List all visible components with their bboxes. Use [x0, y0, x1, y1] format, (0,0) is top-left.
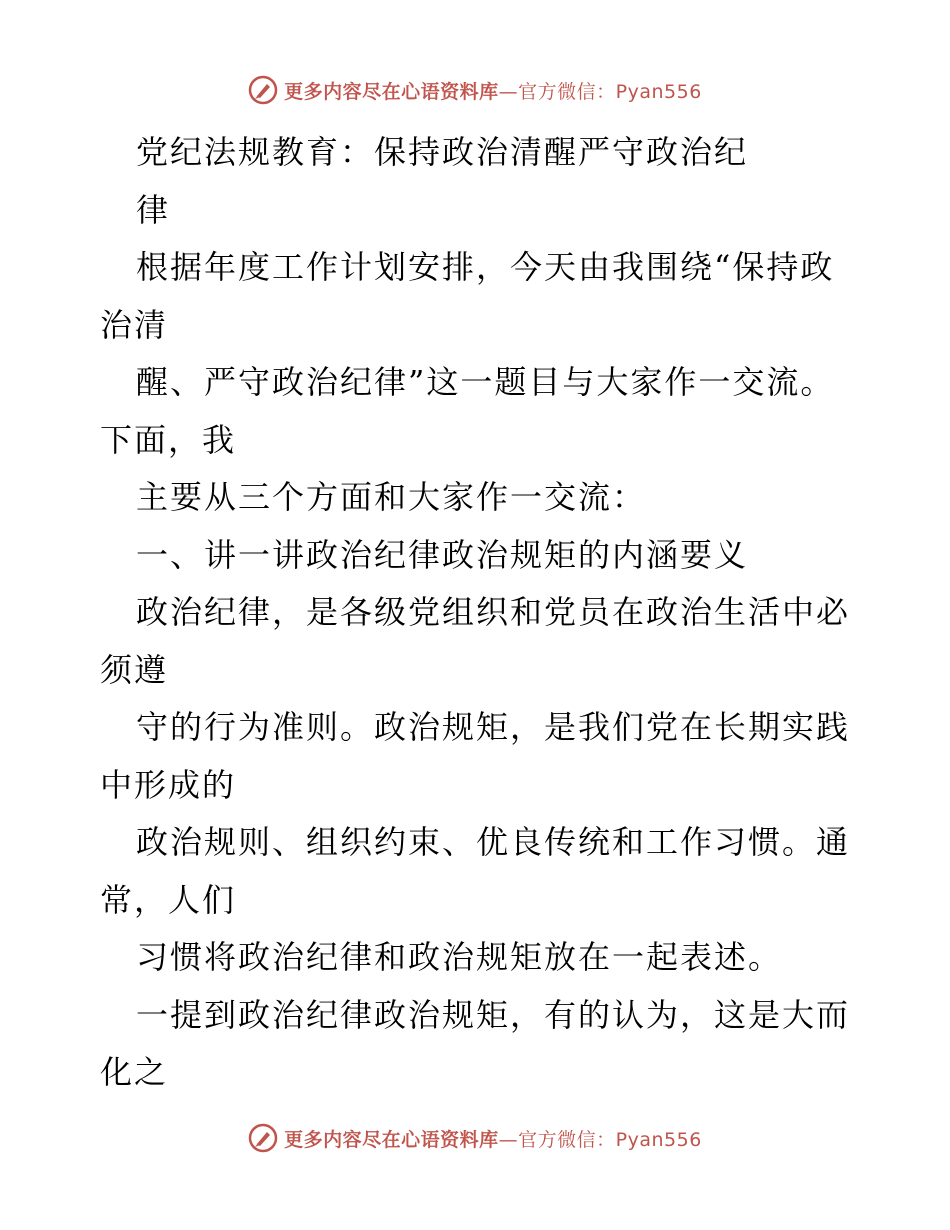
pen-nib-logo-icon — [248, 75, 278, 105]
paragraph-line: 中形成的 — [100, 765, 237, 804]
document-body — [100, 124, 860, 1102]
watermark-text: 更多内容尽在心语资料库—官方微信：Pyan556 — [284, 1128, 702, 1151]
header-watermark — [0, 70, 950, 110]
footer-watermark — [0, 1118, 950, 1158]
paragraph-line: 习惯将政治纪律和政治规矩放在一起表述。 — [136, 938, 783, 976]
paragraph-line: 化之 — [100, 1053, 169, 1091]
paragraph-line: 常，人们 — [100, 880, 237, 919]
document-title-line-2: 律 — [136, 190, 171, 229]
paragraph-line: 治清 — [100, 305, 169, 344]
paragraph-line: 下面，我 — [100, 420, 237, 459]
paragraph-line: 根据年度工作计划安排，今天由我围绕“保持政 — [136, 248, 835, 286]
watermark-text: 更多内容尽在心语资料库—官方微信：Pyan556 — [284, 80, 702, 103]
section-heading: 一、讲一讲政治纪律政治规矩的内涵要义 — [136, 535, 749, 574]
paragraph-line: 主要从三个方面和大家作一交流： — [136, 478, 647, 516]
paragraph-line: 守的行为准则。政治规矩，是我们党在长期实践 — [136, 708, 851, 746]
paragraph-line: 须遵 — [100, 650, 169, 689]
document-title-line-1: 党纪法规教育：保持政治清醒严守政治纪 — [136, 133, 749, 171]
paragraph-line: 一提到政治纪律政治规矩，有的认为，这是大而 — [136, 995, 851, 1034]
pen-nib-logo-icon — [248, 1123, 278, 1153]
paragraph-line: 醒、严守政治纪律”这一题目与大家作一交流。 — [136, 363, 835, 401]
paragraph-line: 政治规则、组织约束、优良传统和工作习惯。通 — [136, 823, 851, 861]
paragraph-line: 政治纪律，是各级党组织和党员在政治生活中必 — [136, 593, 851, 631]
